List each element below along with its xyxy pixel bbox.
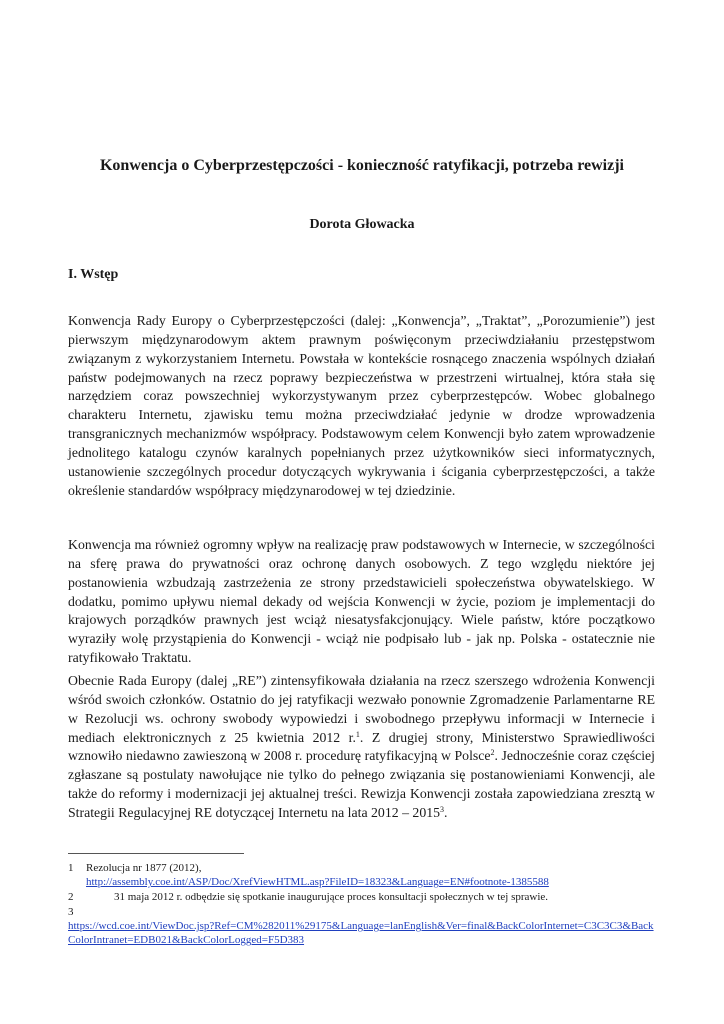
- paragraph-3-part-c: . Jednocześnie coraz częściej zgłaszane są postulaty nawołujące nie tylko do pełnego związania się postanowieniami Konwencji, ale także do reformy i modernizacji jej aktualnej treści. Rewizja Konwencji została zapowiedziana zresztą w Strategii Regulacyjnej RE dotyczącej Internetu na lata 2012 – 2015: [68, 748, 655, 821]
- footnote-2-text: 31 maja 2012 r. odbędzie się spotkanie inaugurujące proces konsultacji społecznych w tej sprawie.: [114, 891, 549, 903]
- footnote-1-text: Rezolucja nr 1877 (2012),: [86, 862, 202, 874]
- section-heading: I. Wstęp: [68, 267, 119, 282]
- footnote-3-link[interactable]: https://wcd.coe.int/ViewDoc.jsp?Ref=CM%282011%29175&Language=lanEnglish&Ver=final&BackColorInternet=C3C3C3&BackColorIntranet=EDB021&BackColorLogged=F5D383: [68, 920, 654, 947]
- footnote-ref-2[interactable]: 2: [490, 748, 495, 758]
- paragraph-1: Konwencja Rady Europy o Cyberprzestępczości (dalej: „Konwencja”, „Traktat”, „Porozumienie”) jest pierwszym międzynarodowym aktem prawnym poświęconym przeciwdziałaniu przestępstwom związanym z wykorzystaniem Internetu. Powstała w kontekście rosnącego znaczenia wspólnych działań państw podejmowanych na rzecz poprawy bezpieczeństwa w przestrzeni wirtualnej, która stała się narzędziem coraz powszechniej wykorzystywanym przez cyberprzestępców. Wobec globalnego charakteru Internetu, zjawisku temu można przeciwdziałać jedynie w drodze wprowadzenia transgranicznych mechanizmów współpracy. Podstawowym celem Konwencji było zatem wprowadzenie jednolitego katalogu czynów karalnych popełnianych przez użytkowników sieci informatycznych, ustanowienie szczególnych procedur dotyczących wykrywania i ścigania cyberprzestępczości, a także określenie standardów współpracy międzynarodowej w tej dziedzinie.: [68, 312, 655, 498]
- footnote-ref-1[interactable]: 1: [355, 729, 360, 739]
- footnote-2: [68, 890, 658, 904]
- footnote-ref-3[interactable]: 3: [440, 805, 445, 815]
- paragraph-3-part-b: . Z drugiej strony, Ministerstwo Sprawiedliwości wznowiło niedawno zawieszoną w 2008 r. procedurę ratyfikacyjną w Polsce: [68, 729, 655, 764]
- paragraph-3: [68, 672, 655, 823]
- footnote-1-number: 1: [68, 862, 74, 874]
- footnote-3-number: 3: [68, 906, 74, 918]
- paragraph-2: Konwencja ma również ogromny wpływ na realizację praw podstawowych w Internecie, w szczególności na sferę prawa do prywatności oraz ochronę danych osobowych. Z tego względu niektóre jej postanowienia wzbudzają zastrzeżenia ze strony przedstawicieli społeczeństwa obywatelskiego. W dodatku, pomimo upływu niemal dekady od wejścia Konwencji w życie, poziom je implementacji do krajowych porządków prawnych jest wciąż niesatysfakcjonujący. Wiele państw, które początkowo wyraziły wolę przystąpienia do Konwencji - wciąż nie podpisało lub - jak np. Polska - ostatecznie nie ratyfikowało Traktatu.: [68, 536, 655, 666]
- footnote-1: [68, 861, 658, 889]
- document-title: Konwencja o Cyberprzestępczości - konieczność ratyfikacji, potrzeba rewizji: [99, 157, 624, 174]
- paragraph-3-part-d: .: [444, 805, 448, 821]
- document-author: Dorota Głowacka: [309, 217, 415, 232]
- footnote-separator: [68, 853, 244, 854]
- footnote-2-number: 2: [68, 891, 74, 903]
- paragraph-3-part-a: Obecnie Rada Europy (dalej „RE”) zintensyfikowała działania na rzecz szerszego wdrożenia Konwencji wśród swoich członków. Ostatnio do jej ratyfikacji wezwało ponownie Zgromadzenie Parlamentarne RE w Rezolucji ws. ochrony swobody wypowiedzi i swobodnego przepływu informacji w Internecie i mediach elektronicznych z 25 kwietnia 2012 r.: [68, 672, 655, 745]
- footnote-1-link[interactable]: http://assembly.coe.int/ASP/Doc/XrefViewHTML.asp?FileID=18323&Language=EN#footnote-1385588: [86, 876, 549, 889]
- footnote-3: [68, 905, 658, 948]
